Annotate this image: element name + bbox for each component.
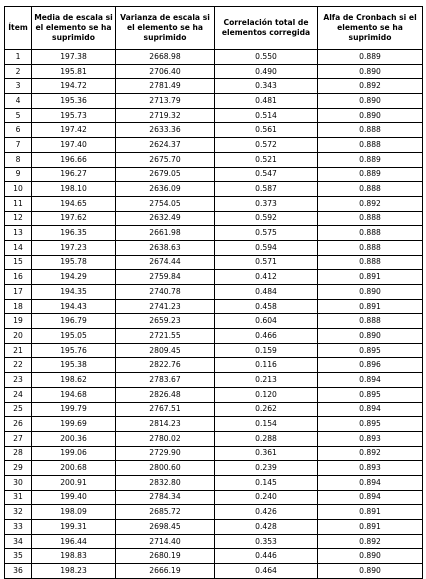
cell-scale-mean: 194.72: [32, 79, 116, 94]
cell-scale-mean: 197.42: [32, 123, 116, 138]
cell-item: 25: [5, 402, 32, 417]
cell-scale-variance: 2706.40: [116, 64, 215, 79]
table-row: [5, 549, 423, 564]
cell-scale-mean: 197.40: [32, 138, 116, 153]
cell-alpha: 0.891: [318, 520, 423, 535]
cell-alpha: 0.894: [318, 490, 423, 505]
cell-correlation: 0.514: [215, 108, 318, 123]
cell-scale-variance: 2659.23: [116, 314, 215, 329]
cell-item: 3: [5, 79, 32, 94]
table-row: [5, 270, 423, 285]
cell-alpha: 0.888: [318, 138, 423, 153]
cell-correlation: 0.484: [215, 285, 318, 300]
table-row: [5, 402, 423, 417]
cell-scale-mean: 194.35: [32, 285, 116, 300]
cell-item: 20: [5, 329, 32, 344]
cell-alpha: 0.888: [318, 211, 423, 226]
table-row: [5, 64, 423, 79]
table-row: [5, 417, 423, 432]
table-row: [5, 152, 423, 167]
cell-scale-variance: 2661.98: [116, 226, 215, 241]
cell-item: 30: [5, 475, 32, 490]
cell-correlation: 0.464: [215, 564, 318, 579]
cell-correlation: 0.571: [215, 255, 318, 270]
cell-correlation: 0.572: [215, 138, 318, 153]
cell-alpha: 0.891: [318, 270, 423, 285]
table-row: [5, 108, 423, 123]
cell-scale-mean: 199.06: [32, 446, 116, 461]
cell-item: 17: [5, 285, 32, 300]
cell-scale-variance: 2826.48: [116, 387, 215, 402]
table-row: [5, 211, 423, 226]
cell-scale-variance: 2638.63: [116, 240, 215, 255]
table-row: [5, 373, 423, 388]
table-row: [5, 329, 423, 344]
cell-scale-variance: 2822.76: [116, 358, 215, 373]
cell-alpha: 0.888: [318, 240, 423, 255]
table-body: [5, 50, 423, 579]
cell-alpha: 0.893: [318, 461, 423, 476]
cell-item: 2: [5, 64, 32, 79]
table-row: [5, 431, 423, 446]
cell-item: 15: [5, 255, 32, 270]
cell-scale-mean: 194.43: [32, 299, 116, 314]
cell-scale-mean: 195.05: [32, 329, 116, 344]
cell-correlation: 0.116: [215, 358, 318, 373]
cell-scale-mean: 195.76: [32, 343, 116, 358]
cell-item: 34: [5, 534, 32, 549]
cell-correlation: 0.288: [215, 431, 318, 446]
cell-item: 35: [5, 549, 32, 564]
table-row: [5, 446, 423, 461]
header-scale-mean: Media de escala si el elemento se ha suprimido: [32, 7, 116, 50]
cell-alpha: 0.888: [318, 182, 423, 197]
cell-scale-mean: 197.62: [32, 211, 116, 226]
cell-item: 33: [5, 520, 32, 535]
cell-correlation: 0.446: [215, 549, 318, 564]
cell-correlation: 0.594: [215, 240, 318, 255]
cell-item: 7: [5, 138, 32, 153]
cell-item: 26: [5, 417, 32, 432]
cell-scale-variance: 2754.05: [116, 196, 215, 211]
cell-scale-variance: 2713.79: [116, 94, 215, 109]
cell-scale-variance: 2814.23: [116, 417, 215, 432]
cell-item: 9: [5, 167, 32, 182]
cell-item: 13: [5, 226, 32, 241]
cell-correlation: 0.587: [215, 182, 318, 197]
cell-scale-variance: 2832.80: [116, 475, 215, 490]
table-row: [5, 226, 423, 241]
cell-scale-mean: 194.68: [32, 387, 116, 402]
cell-correlation: 0.426: [215, 505, 318, 520]
table-row: [5, 387, 423, 402]
header-item: Ítem: [5, 7, 32, 50]
cell-correlation: 0.361: [215, 446, 318, 461]
cell-scale-mean: 198.09: [32, 505, 116, 520]
cell-correlation: 0.458: [215, 299, 318, 314]
cell-correlation: 0.213: [215, 373, 318, 388]
table-row: [5, 520, 423, 535]
cell-alpha: 0.892: [318, 79, 423, 94]
table-row: [5, 285, 423, 300]
cell-correlation: 0.373: [215, 196, 318, 211]
cell-alpha: 0.890: [318, 549, 423, 564]
table-row: [5, 358, 423, 373]
cell-correlation: 0.154: [215, 417, 318, 432]
cell-correlation: 0.120: [215, 387, 318, 402]
cell-alpha: 0.890: [318, 329, 423, 344]
cell-scale-mean: 198.62: [32, 373, 116, 388]
cell-scale-mean: 194.65: [32, 196, 116, 211]
cell-scale-variance: 2680.19: [116, 549, 215, 564]
cell-scale-variance: 2679.05: [116, 167, 215, 182]
cell-scale-mean: 199.40: [32, 490, 116, 505]
cell-alpha: 0.888: [318, 255, 423, 270]
cell-alpha: 0.892: [318, 196, 423, 211]
cell-alpha: 0.889: [318, 50, 423, 65]
table-row: [5, 299, 423, 314]
cell-item: 27: [5, 431, 32, 446]
cell-scale-variance: 2674.44: [116, 255, 215, 270]
table-row: [5, 182, 423, 197]
cell-item: 21: [5, 343, 32, 358]
cell-correlation: 0.240: [215, 490, 318, 505]
cell-item: 6: [5, 123, 32, 138]
cell-scale-mean: 196.66: [32, 152, 116, 167]
cell-item: 32: [5, 505, 32, 520]
cell-scale-mean: 200.91: [32, 475, 116, 490]
cell-scale-variance: 2780.02: [116, 431, 215, 446]
cell-scale-variance: 2624.37: [116, 138, 215, 153]
cell-correlation: 0.412: [215, 270, 318, 285]
cell-alpha: 0.894: [318, 475, 423, 490]
cell-item: 36: [5, 564, 32, 579]
cell-item: 18: [5, 299, 32, 314]
cell-alpha: 0.890: [318, 285, 423, 300]
cell-item: 24: [5, 387, 32, 402]
cell-scale-variance: 2729.90: [116, 446, 215, 461]
cell-item: 1: [5, 50, 32, 65]
cell-alpha: 0.888: [318, 314, 423, 329]
cell-scale-mean: 196.79: [32, 314, 116, 329]
cell-scale-mean: 195.38: [32, 358, 116, 373]
cell-alpha: 0.891: [318, 299, 423, 314]
cell-correlation: 0.353: [215, 534, 318, 549]
cell-scale-variance: 2767.51: [116, 402, 215, 417]
cell-item: 23: [5, 373, 32, 388]
table-row: [5, 564, 423, 579]
cell-scale-variance: 2809.45: [116, 343, 215, 358]
table-row: [5, 94, 423, 109]
cell-item: 8: [5, 152, 32, 167]
cell-alpha: 0.896: [318, 358, 423, 373]
cell-alpha: 0.893: [318, 431, 423, 446]
cell-scale-mean: 197.23: [32, 240, 116, 255]
table-row: [5, 79, 423, 94]
cell-alpha: 0.890: [318, 564, 423, 579]
cell-alpha: 0.894: [318, 402, 423, 417]
cell-scale-variance: 2721.55: [116, 329, 215, 344]
cell-scale-mean: 195.81: [32, 64, 116, 79]
cell-correlation: 0.343: [215, 79, 318, 94]
table-row: [5, 138, 423, 153]
cell-scale-mean: 199.69: [32, 417, 116, 432]
cell-scale-mean: 194.29: [32, 270, 116, 285]
cell-scale-variance: 2685.72: [116, 505, 215, 520]
cell-alpha: 0.894: [318, 373, 423, 388]
cell-scale-variance: 2800.60: [116, 461, 215, 476]
cell-scale-mean: 196.27: [32, 167, 116, 182]
cell-scale-variance: 2632.49: [116, 211, 215, 226]
cell-scale-mean: 199.79: [32, 402, 116, 417]
cell-correlation: 0.561: [215, 123, 318, 138]
cell-correlation: 0.575: [215, 226, 318, 241]
cell-correlation: 0.428: [215, 520, 318, 535]
cell-item: 22: [5, 358, 32, 373]
cell-item: 31: [5, 490, 32, 505]
cell-alpha: 0.895: [318, 343, 423, 358]
cell-scale-variance: 2714.40: [116, 534, 215, 549]
header-scale-variance: Varianza de escala si el elemento se ha suprimido: [116, 7, 215, 50]
cell-item: 28: [5, 446, 32, 461]
cell-scale-mean: 195.36: [32, 94, 116, 109]
cell-correlation: 0.547: [215, 167, 318, 182]
cell-alpha: 0.892: [318, 534, 423, 549]
cell-item: 10: [5, 182, 32, 197]
cell-item: 12: [5, 211, 32, 226]
cell-scale-mean: 198.23: [32, 564, 116, 579]
cell-scale-mean: 195.73: [32, 108, 116, 123]
cell-scale-mean: 198.10: [32, 182, 116, 197]
cell-alpha: 0.895: [318, 417, 423, 432]
table-row: [5, 240, 423, 255]
cell-scale-mean: 196.35: [32, 226, 116, 241]
cell-correlation: 0.550: [215, 50, 318, 65]
cell-correlation: 0.481: [215, 94, 318, 109]
cell-scale-variance: 2740.78: [116, 285, 215, 300]
cell-scale-mean: 200.68: [32, 461, 116, 476]
cell-alpha: 0.890: [318, 64, 423, 79]
cell-alpha: 0.890: [318, 94, 423, 109]
cell-correlation: 0.239: [215, 461, 318, 476]
cell-scale-variance: 2759.84: [116, 270, 215, 285]
table-row: [5, 255, 423, 270]
cell-alpha: 0.892: [318, 446, 423, 461]
cell-scale-variance: 2784.34: [116, 490, 215, 505]
cell-alpha: 0.890: [318, 108, 423, 123]
cell-scale-variance: 2781.49: [116, 79, 215, 94]
cell-scale-variance: 2675.70: [116, 152, 215, 167]
table-row: [5, 343, 423, 358]
cell-scale-mean: 200.36: [32, 431, 116, 446]
cell-item: 16: [5, 270, 32, 285]
cell-correlation: 0.592: [215, 211, 318, 226]
cell-scale-variance: 2668.98: [116, 50, 215, 65]
cell-alpha: 0.888: [318, 226, 423, 241]
header-cronbach-alpha: Alfa de Cronbach si el elemento se ha suprimido: [318, 7, 423, 50]
cell-scale-mean: 195.78: [32, 255, 116, 270]
cell-scale-variance: 2698.45: [116, 520, 215, 535]
cell-scale-mean: 197.38: [32, 50, 116, 65]
cell-alpha: 0.888: [318, 123, 423, 138]
cell-correlation: 0.262: [215, 402, 318, 417]
cell-item: 29: [5, 461, 32, 476]
cell-scale-variance: 2666.19: [116, 564, 215, 579]
cell-correlation: 0.159: [215, 343, 318, 358]
table-row: [5, 50, 423, 65]
cell-scale-variance: 2633.36: [116, 123, 215, 138]
header-item-total-correlation: Correlación total de elementos corregida: [215, 7, 318, 50]
table-row: [5, 475, 423, 490]
cell-scale-variance: 2741.23: [116, 299, 215, 314]
table-row: [5, 505, 423, 520]
cell-scale-variance: 2636.09: [116, 182, 215, 197]
table-row: [5, 196, 423, 211]
cell-alpha: 0.889: [318, 167, 423, 182]
table-row: [5, 314, 423, 329]
table-row: [5, 490, 423, 505]
cell-item: 19: [5, 314, 32, 329]
cell-scale-mean: 196.44: [32, 534, 116, 549]
cell-scale-mean: 199.31: [32, 520, 116, 535]
cell-scale-variance: 2719.32: [116, 108, 215, 123]
table-row: [5, 461, 423, 476]
item-statistics-table: [4, 6, 423, 579]
cell-item: 4: [5, 94, 32, 109]
cell-item: 11: [5, 196, 32, 211]
cell-alpha: 0.889: [318, 152, 423, 167]
cell-item: 5: [5, 108, 32, 123]
cell-alpha: 0.895: [318, 387, 423, 402]
cell-correlation: 0.521: [215, 152, 318, 167]
table-row: [5, 167, 423, 182]
table-row: [5, 534, 423, 549]
cell-alpha: 0.891: [318, 505, 423, 520]
cell-scale-variance: 2783.67: [116, 373, 215, 388]
cell-correlation: 0.466: [215, 329, 318, 344]
table-header-row: [5, 7, 423, 50]
cell-correlation: 0.604: [215, 314, 318, 329]
cell-item: 14: [5, 240, 32, 255]
cell-correlation: 0.145: [215, 475, 318, 490]
cell-scale-mean: 198.83: [32, 549, 116, 564]
cell-correlation: 0.490: [215, 64, 318, 79]
table-row: [5, 123, 423, 138]
